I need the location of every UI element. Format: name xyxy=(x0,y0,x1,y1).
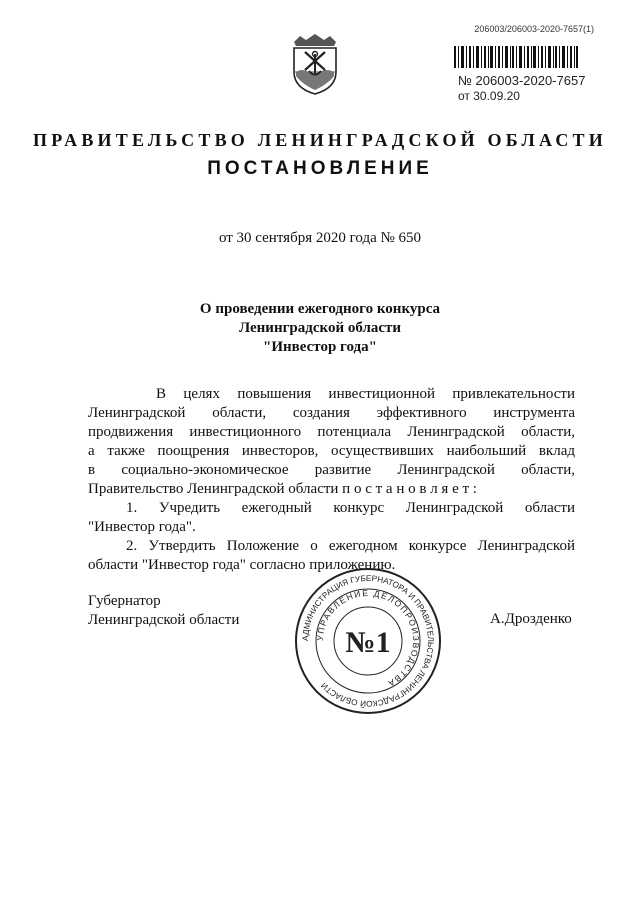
subject-line: "Инвестор года" xyxy=(263,339,377,355)
item-2-line: 2. Утвердить Положение о ежегодном конкурсе Ленинградской xyxy=(126,538,575,554)
body-line: Ленинградской области, создания эффективного инструмента xyxy=(88,405,575,421)
item-2-line: области "Инвестор года" согласно приложению. xyxy=(88,557,396,573)
seal-inner-text: УПРАВЛЕНИЕ ДЕЛОПРОИЗВОДСТВА xyxy=(314,587,422,690)
item-1-line: 1. Учредить ежегодный конкурс Ленинградской области xyxy=(126,500,575,516)
seal-outer-text: АДМИНИСТРАЦИЯ ГУБЕРНАТОРА И ПРАВИТЕЛЬСТВА ЛЕНИНГРАДСКОЙ ОБЛАСТИ xyxy=(300,573,436,709)
signatory-name: А.Дрозденко xyxy=(490,611,572,627)
government-title: ПРАВИТЕЛЬСТВО ЛЕНИНГРАДСКОЙ ОБЛАСТИ xyxy=(33,130,607,150)
barcode-icon xyxy=(454,46,578,68)
subject-line: Ленинградской области xyxy=(238,320,402,336)
document-type: ПОСТАНОВЛЕНИЕ xyxy=(207,158,433,179)
seal-number: №1 xyxy=(345,626,391,659)
body-line: а также поощрения инвесторов, осуществивших наибольший вклад xyxy=(88,443,575,459)
position-line: Губернатор xyxy=(88,593,161,609)
body-line: в социально-экономическое развитие Ленинградской области, xyxy=(88,462,575,478)
item-1-line: "Инвестор года". xyxy=(88,519,196,535)
body-line: В целях повышения инвестиционной привлекательности xyxy=(156,386,575,402)
coat-of-arms-icon xyxy=(288,32,342,96)
registration-date: от 30.09.20 xyxy=(458,89,520,103)
document-date: от 30 сентября 2020 года № 650 xyxy=(218,230,422,246)
signatory-position xyxy=(88,592,239,630)
registration-number: № 206003-2020-7657 xyxy=(458,73,586,88)
document-subject xyxy=(0,300,640,357)
subject-line: О проведении ежегодного конкурса xyxy=(199,301,441,317)
body-line: продвижения инвестиционного потенциала Ленинградской области, xyxy=(88,424,575,440)
position-line: Ленинградской области xyxy=(88,612,240,628)
document-code: 206003/206003-2020-7657(1) xyxy=(474,24,594,34)
body-line: Правительство Ленинградской области п о с т а н о в л я е т : xyxy=(88,481,477,497)
official-seal-icon xyxy=(293,566,443,716)
